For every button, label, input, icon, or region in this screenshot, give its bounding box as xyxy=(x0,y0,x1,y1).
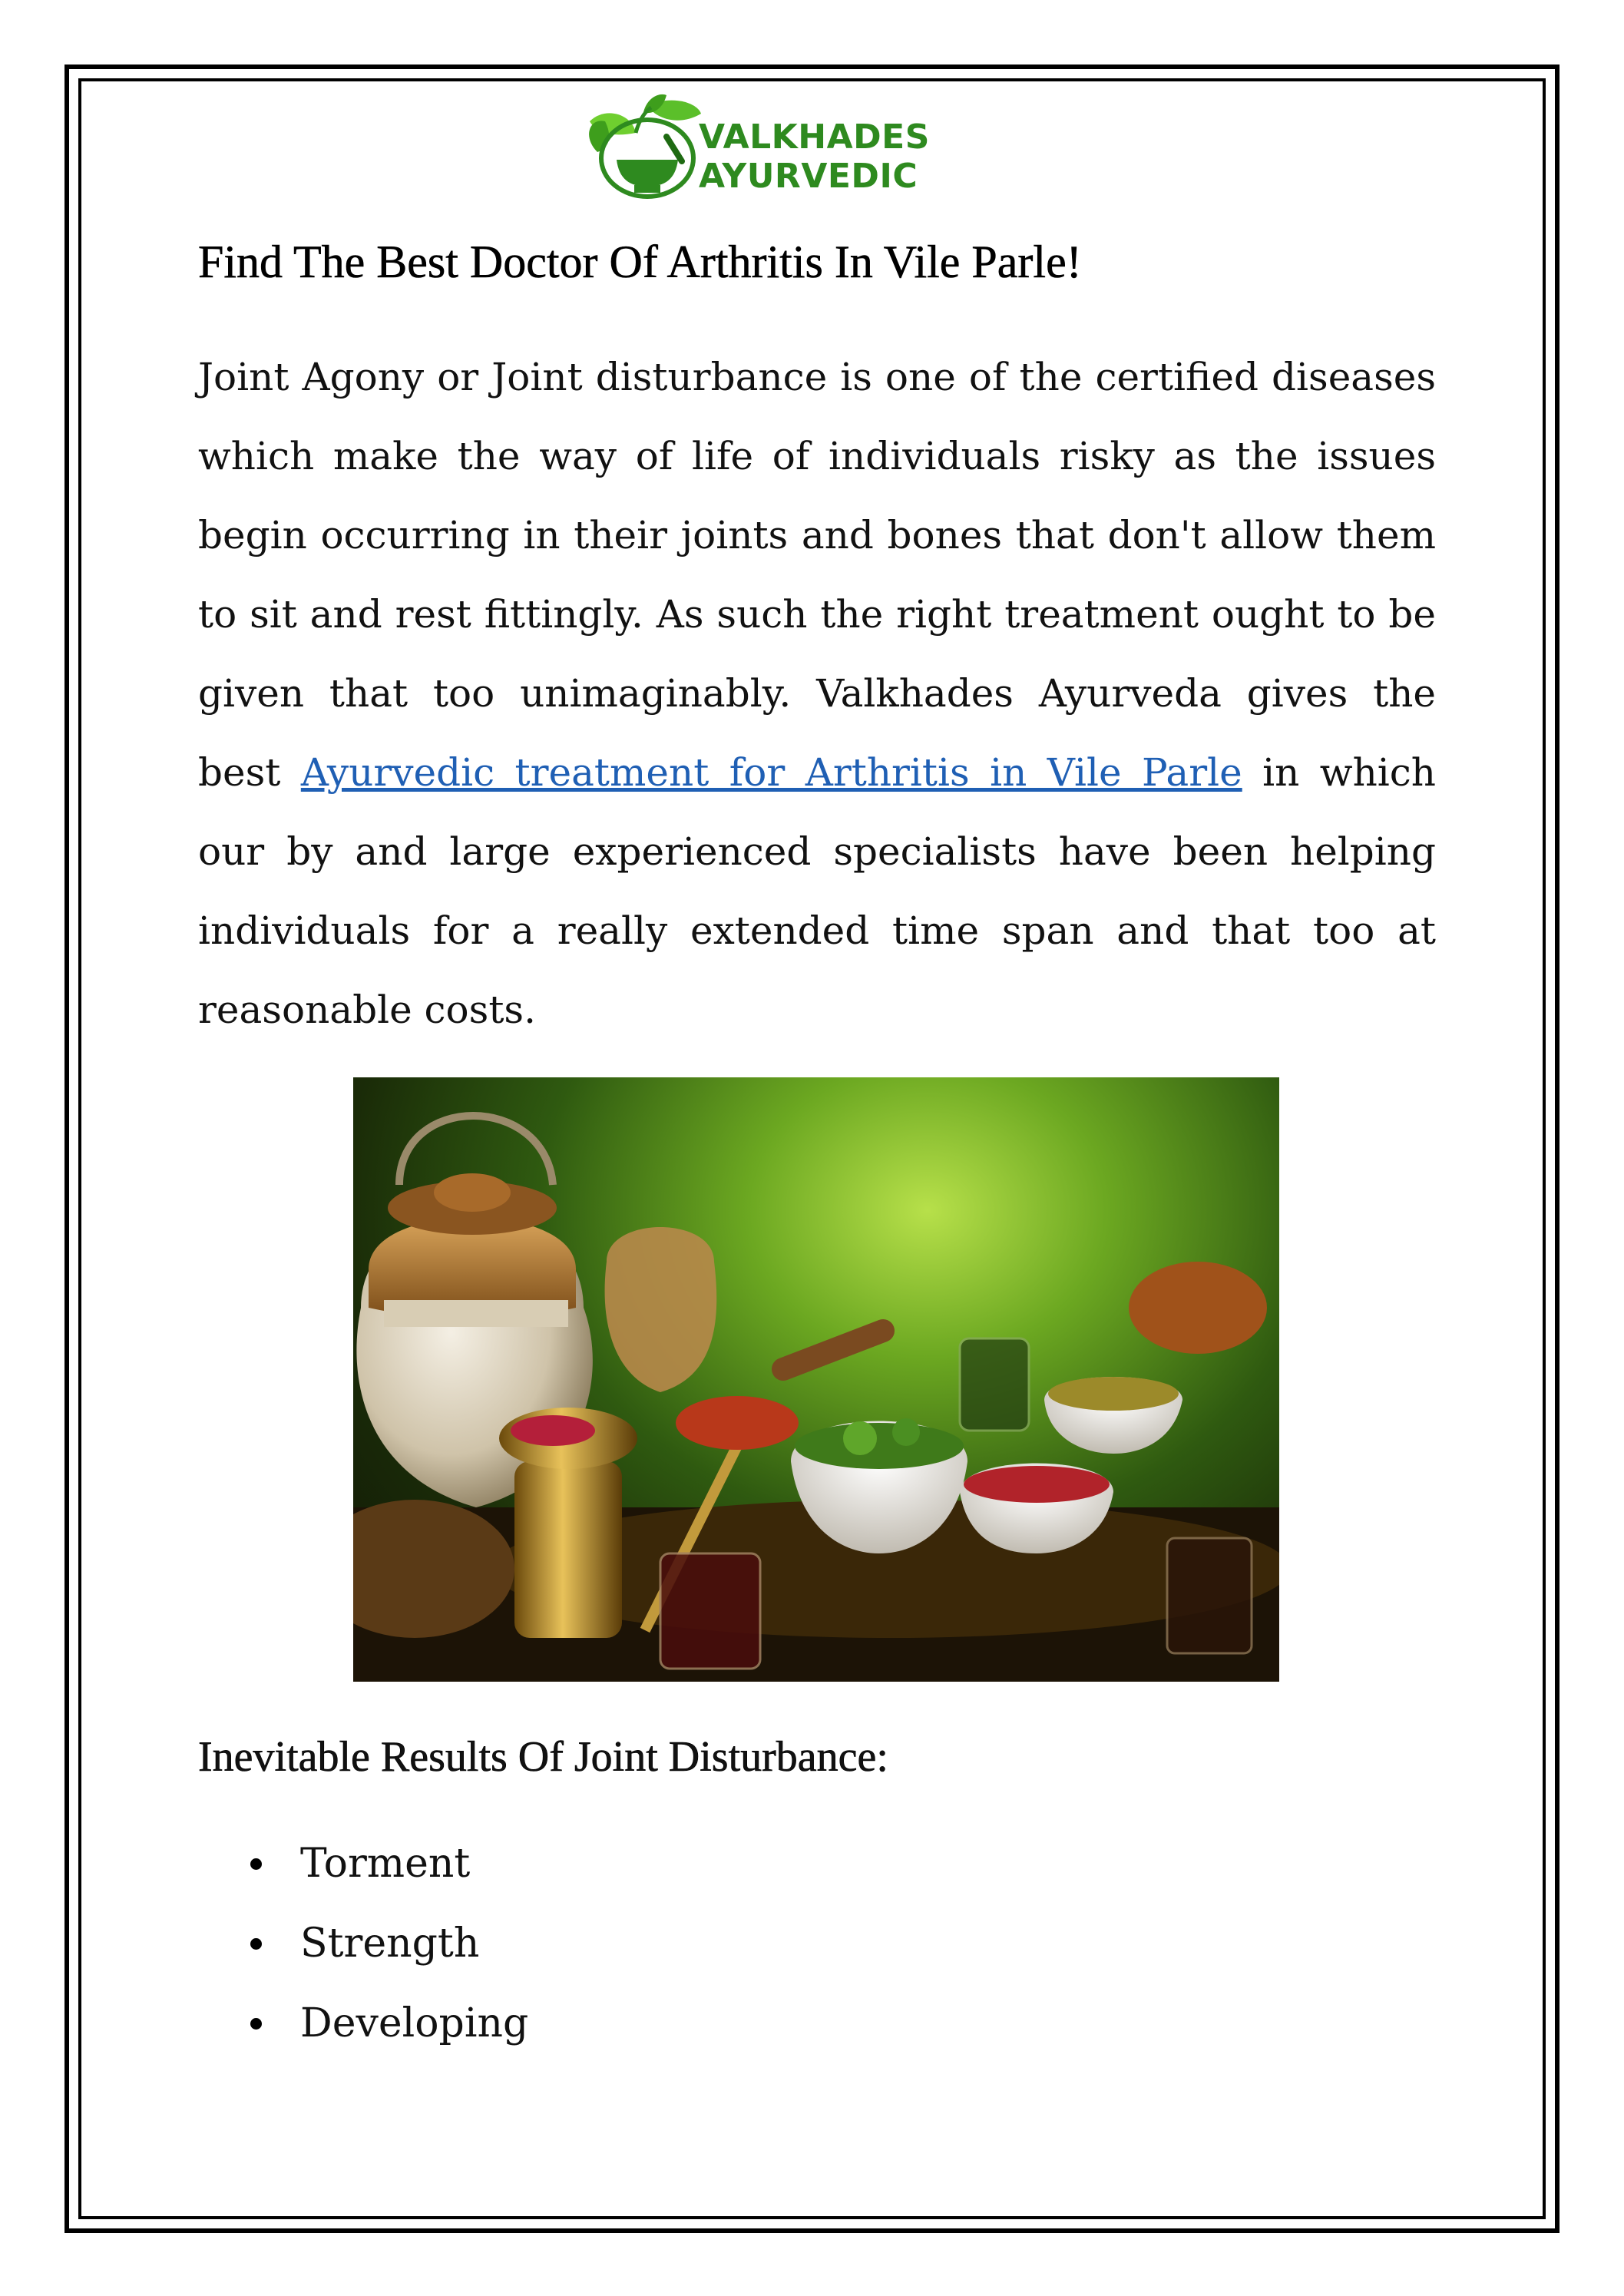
brand-logo xyxy=(574,91,1066,206)
list-item-label: Torment xyxy=(300,1841,471,1887)
list-item-label: Strength xyxy=(300,1921,480,1967)
bullet-icon xyxy=(250,1938,262,1950)
list-item xyxy=(198,1983,528,2063)
results-heading: Inevitable Results Of Joint Disturbance: xyxy=(198,1733,888,1781)
bullet-icon xyxy=(250,1858,262,1870)
list-item xyxy=(198,1904,528,1983)
brand-name: VALKHADES AYURVEDIC xyxy=(699,117,930,196)
ayurvedic-herbs-photo xyxy=(353,1077,1279,1682)
page-title: Find The Best Doctor Of Arthritis In Vile Parle! xyxy=(198,237,1082,287)
results-list xyxy=(198,1824,528,2063)
intro-paragraph xyxy=(198,338,1436,1050)
list-item xyxy=(198,1824,528,1904)
treatment-link[interactable]: Ayurvedic treatment for Arthritis in Vile Parle xyxy=(300,750,1242,795)
herbs-illustration xyxy=(353,1077,1279,1682)
paragraph-text-start: Joint Agony or Joint disturbance is one of the certified diseases which make the way of life of individuals risky as the issues begin occurring in their joints and bones that don't allow them to sit and rest fittingly. As such the right treatment ought to be given that too unimaginably. Valkhades Ayurveda gives the best xyxy=(198,355,1436,795)
paragraph-text-end: in which our by and large experienced specialists have been helping individuals for a really extended time span and that too at reasonable costs. xyxy=(198,750,1436,1032)
list-item-label: Developing xyxy=(300,2000,529,2046)
bullet-icon xyxy=(250,2018,262,2030)
leaf-mortar-icon xyxy=(574,91,705,206)
